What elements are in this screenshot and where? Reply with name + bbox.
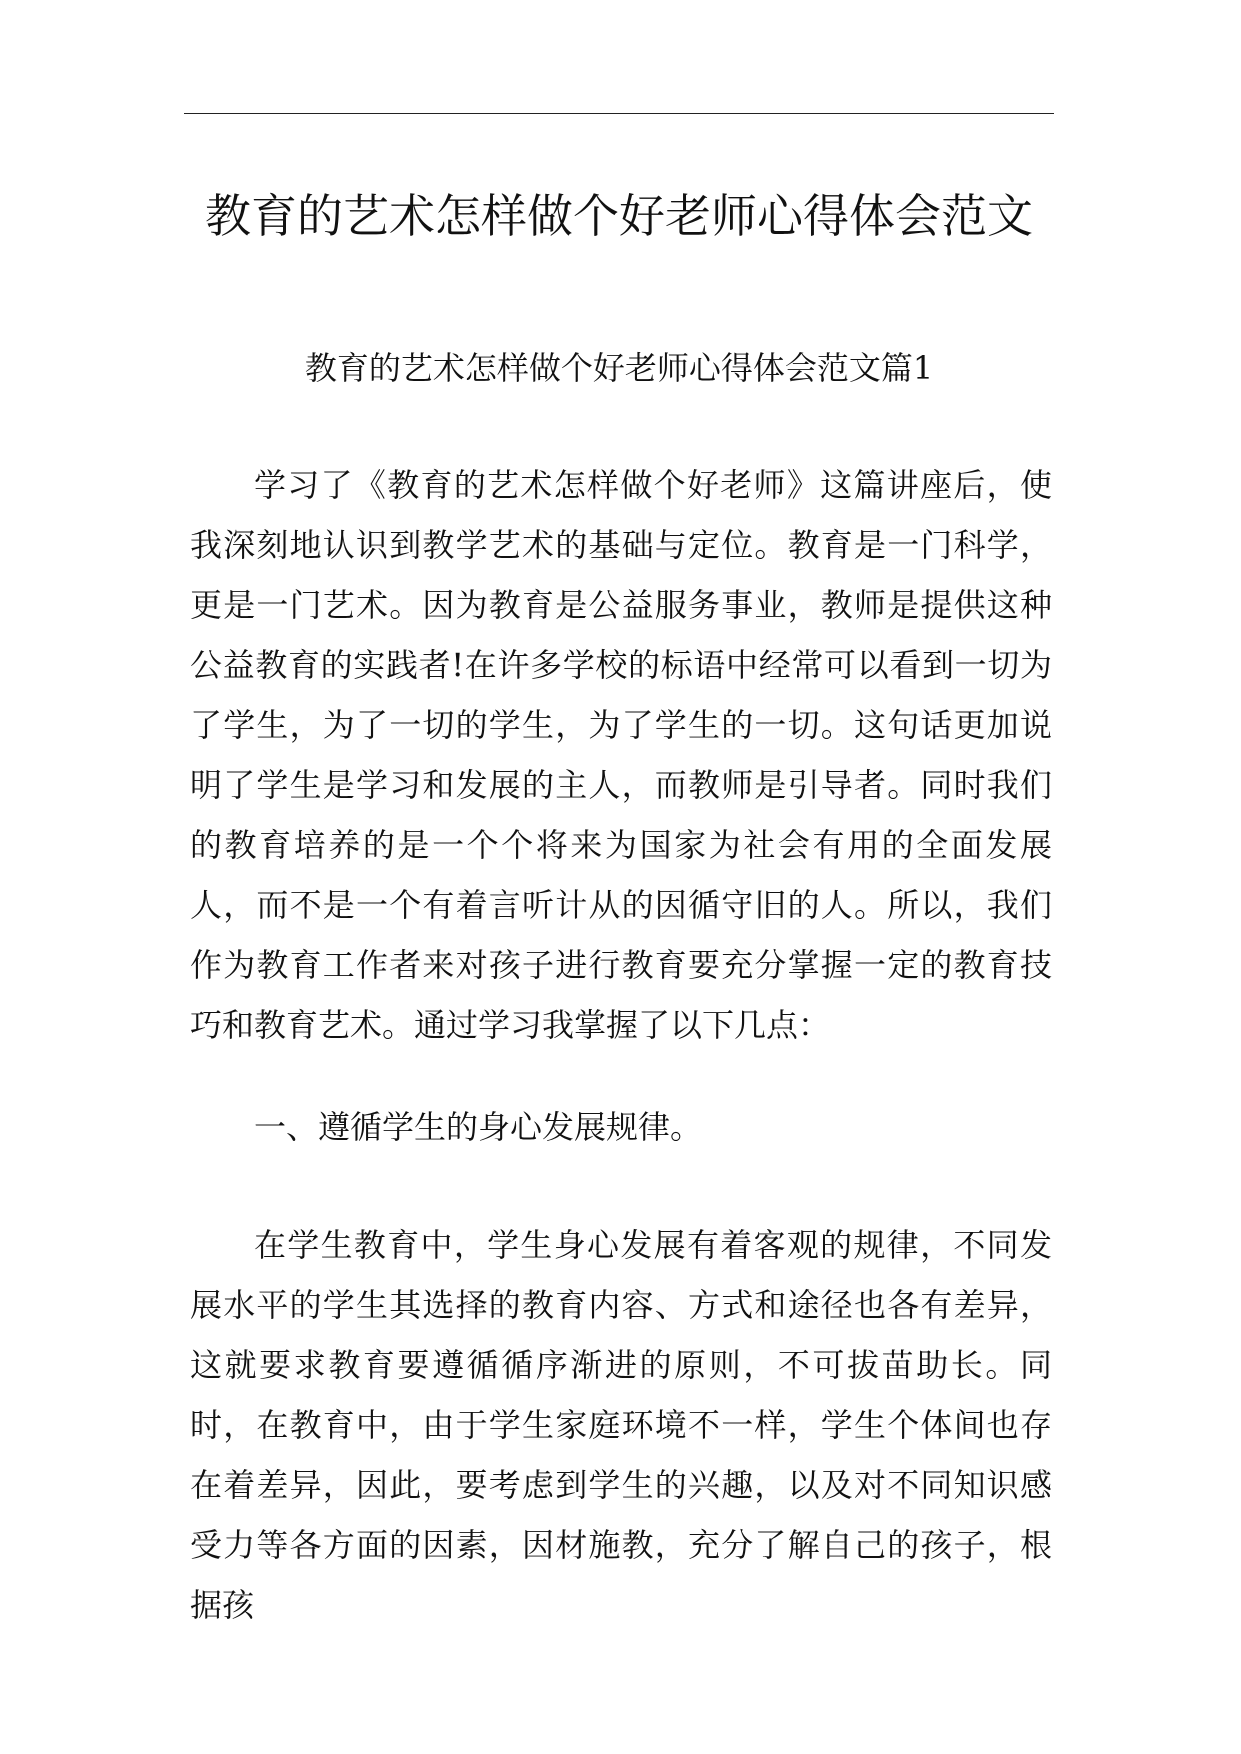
- body-paragraph: 在学生教育中，学生身心发展有着客观的规律，不同发展水平的学生其选择的教育内容、方式和途径也各有差异，这就要求教育要遵循循序渐进的原则，不可拔苗助长。同时，在教育中，由于学生家庭环境不一样，学生个体间也存在着差异，因此，要考虑到学生的兴趣，以及对不同知识感受力等各方面的因素，因材施教，充分了解自己的孩子，根据孩: [190, 1226, 1052, 1624]
- point-heading: 一、遵循学生的身心发展规律。: [254, 1108, 703, 1146]
- header-rule: [184, 113, 1054, 114]
- section-heading: 教育的艺术怎样做个好老师心得体会范文篇1: [304, 349, 934, 387]
- document-title: 教育的艺术怎样做个好老师心得体会范文: [205, 188, 1033, 243]
- body-paragraph: 学习了《教育的艺术怎样做个好老师》这篇讲座后，使我深刻地认识到教学艺术的基础与定位。教育是一门科学，更是一门艺术。因为教育是公益服务事业，教师是提供这种公益教育的实践者!在许多学校的标语中经常可以看到一切为了学生，为了一切的学生，为了学生的一切。这句话更加说明了学生是学习和发展的主人，而教师是引导者。同时我们的教育培养的是一个个将来为国家为社会有用的全面发展人，而不是一个有着言听计从的因循守旧的人。所以，我们作为教育工作者来对孩子进行教育要充分掌握一定的教育技巧和教育艺术。通过学习我掌握了以下几点：: [190, 466, 1052, 1044]
